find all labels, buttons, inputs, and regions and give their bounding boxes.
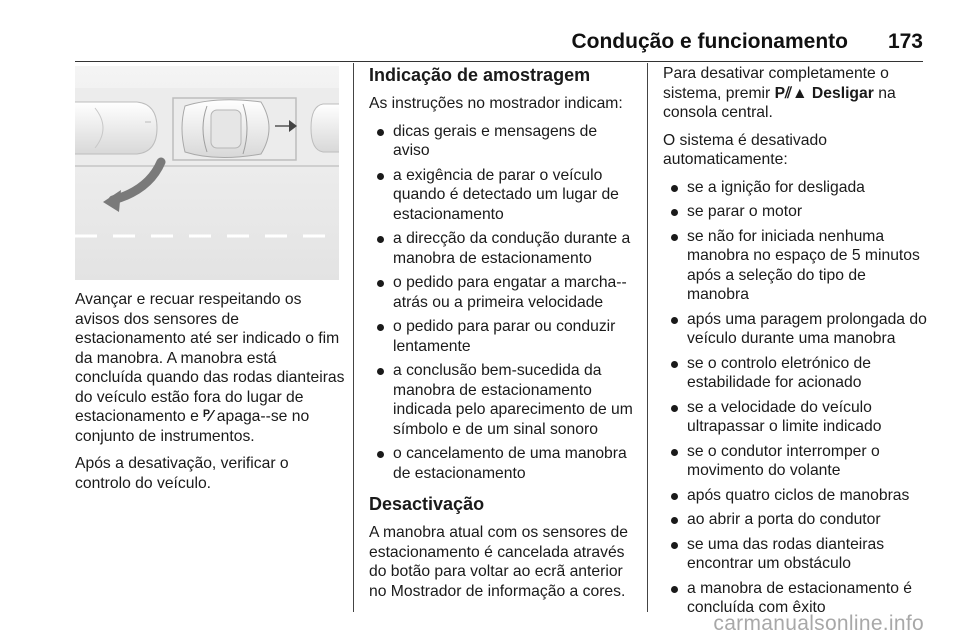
list-item: o pedido para engatar a marcha--atrás ou a primeira velocidade [369, 273, 637, 312]
display-list [369, 122, 637, 484]
list-item: o cancelamento de uma manobra de estacionamento [369, 444, 637, 483]
list-item: se a velocidade do veículo ultrapassar o limite indicado [663, 398, 929, 437]
list-item: se o condutor interromper o movimento do volante [663, 442, 929, 481]
list-item: ao abrir a porta do condutor [663, 510, 929, 530]
list-item: se não for iniciada nenhuma manobra no espaço de 5 minutos após a seleção do tipo de manobra [663, 227, 929, 305]
list-item: a exigência de parar o veículo quando é detectado um lugar de estacionamento [369, 166, 637, 225]
page-header-title: Condução e funcionamento [571, 30, 848, 53]
list-item: após quatro ciclos de manobras [663, 486, 929, 506]
list-item: se uma das rodas dianteiras encontrar um obstáculo [663, 535, 929, 574]
auto-deactivation-list [663, 178, 929, 618]
list-item: a direcção da condução durante a manobra de estacionamento [369, 229, 637, 268]
column-divider-1 [353, 63, 354, 612]
parking-illustration [75, 66, 339, 280]
list-item: se parar o motor [663, 202, 929, 222]
list-item: a conclusão bem-sucedida da manobra de estacionamento indicada pelo aparecimento de um símbolo e de um sinal sonoro [369, 361, 637, 439]
list-item: dicas gerais e mensagens de aviso [369, 122, 637, 161]
header-rule [75, 61, 923, 62]
list-item: a manobra de estacionamento é concluída com êxito [663, 579, 929, 618]
auto-deactivation-intro: O sistema é desativado automaticamente: [663, 131, 827, 168]
deactivation-text: A manobra atual com os sensores de estacionamento é cancelada através do botão para voltar ao ecrã anterior no Mostrador de informação a cores. [369, 524, 628, 600]
page-number: 173 [887, 30, 923, 53]
section-heading-display: Indicação de amostragem [369, 65, 591, 85]
display-intro: As instruções no mostrador indicam: [369, 95, 623, 112]
column-divider-2 [647, 63, 648, 612]
deactivate-instructions: Para desativar completamente o sistema, premir P⫽▲ Desligar na consola central. [663, 65, 896, 121]
off-label: Desligar [807, 84, 874, 102]
maneuvering-car [182, 100, 269, 158]
list-item: o pedido para parar ou conduzir lentamente [369, 317, 637, 356]
parking-button-icon: P⫽▲ [774, 84, 808, 102]
after-deactivation-text: Após a desativação, verificar o controlo do veículo. [75, 455, 289, 492]
list-item: após uma paragem prolongada do veículo durante uma manobra [663, 310, 929, 349]
list-item: se o controlo eletrónico de estabilidade for acionado [663, 354, 929, 393]
section-heading-deactivation: Desactivação [369, 494, 485, 514]
parking-assist-icon: ᴾ⁄ [203, 408, 213, 425]
column-right [663, 64, 929, 628]
watermark: carmanualsonline.info [713, 612, 924, 635]
column-left [75, 290, 345, 501]
parked-car-front [311, 104, 339, 152]
column-middle [369, 64, 637, 609]
list-item: se a ignição for desligada [663, 178, 929, 198]
maneuver-instructions: Avançar e recuar respeitando os avisos dos sensores de estacionamento até ser indicado o fim da manobra. A manobra está concluída quando das rodas dianteiras do veículo estão fora do lugar de estacionamento e ᴾ⁄ apaga--se no conjunto de instrumentos. [75, 291, 345, 445]
parked-car-rear [75, 102, 157, 154]
